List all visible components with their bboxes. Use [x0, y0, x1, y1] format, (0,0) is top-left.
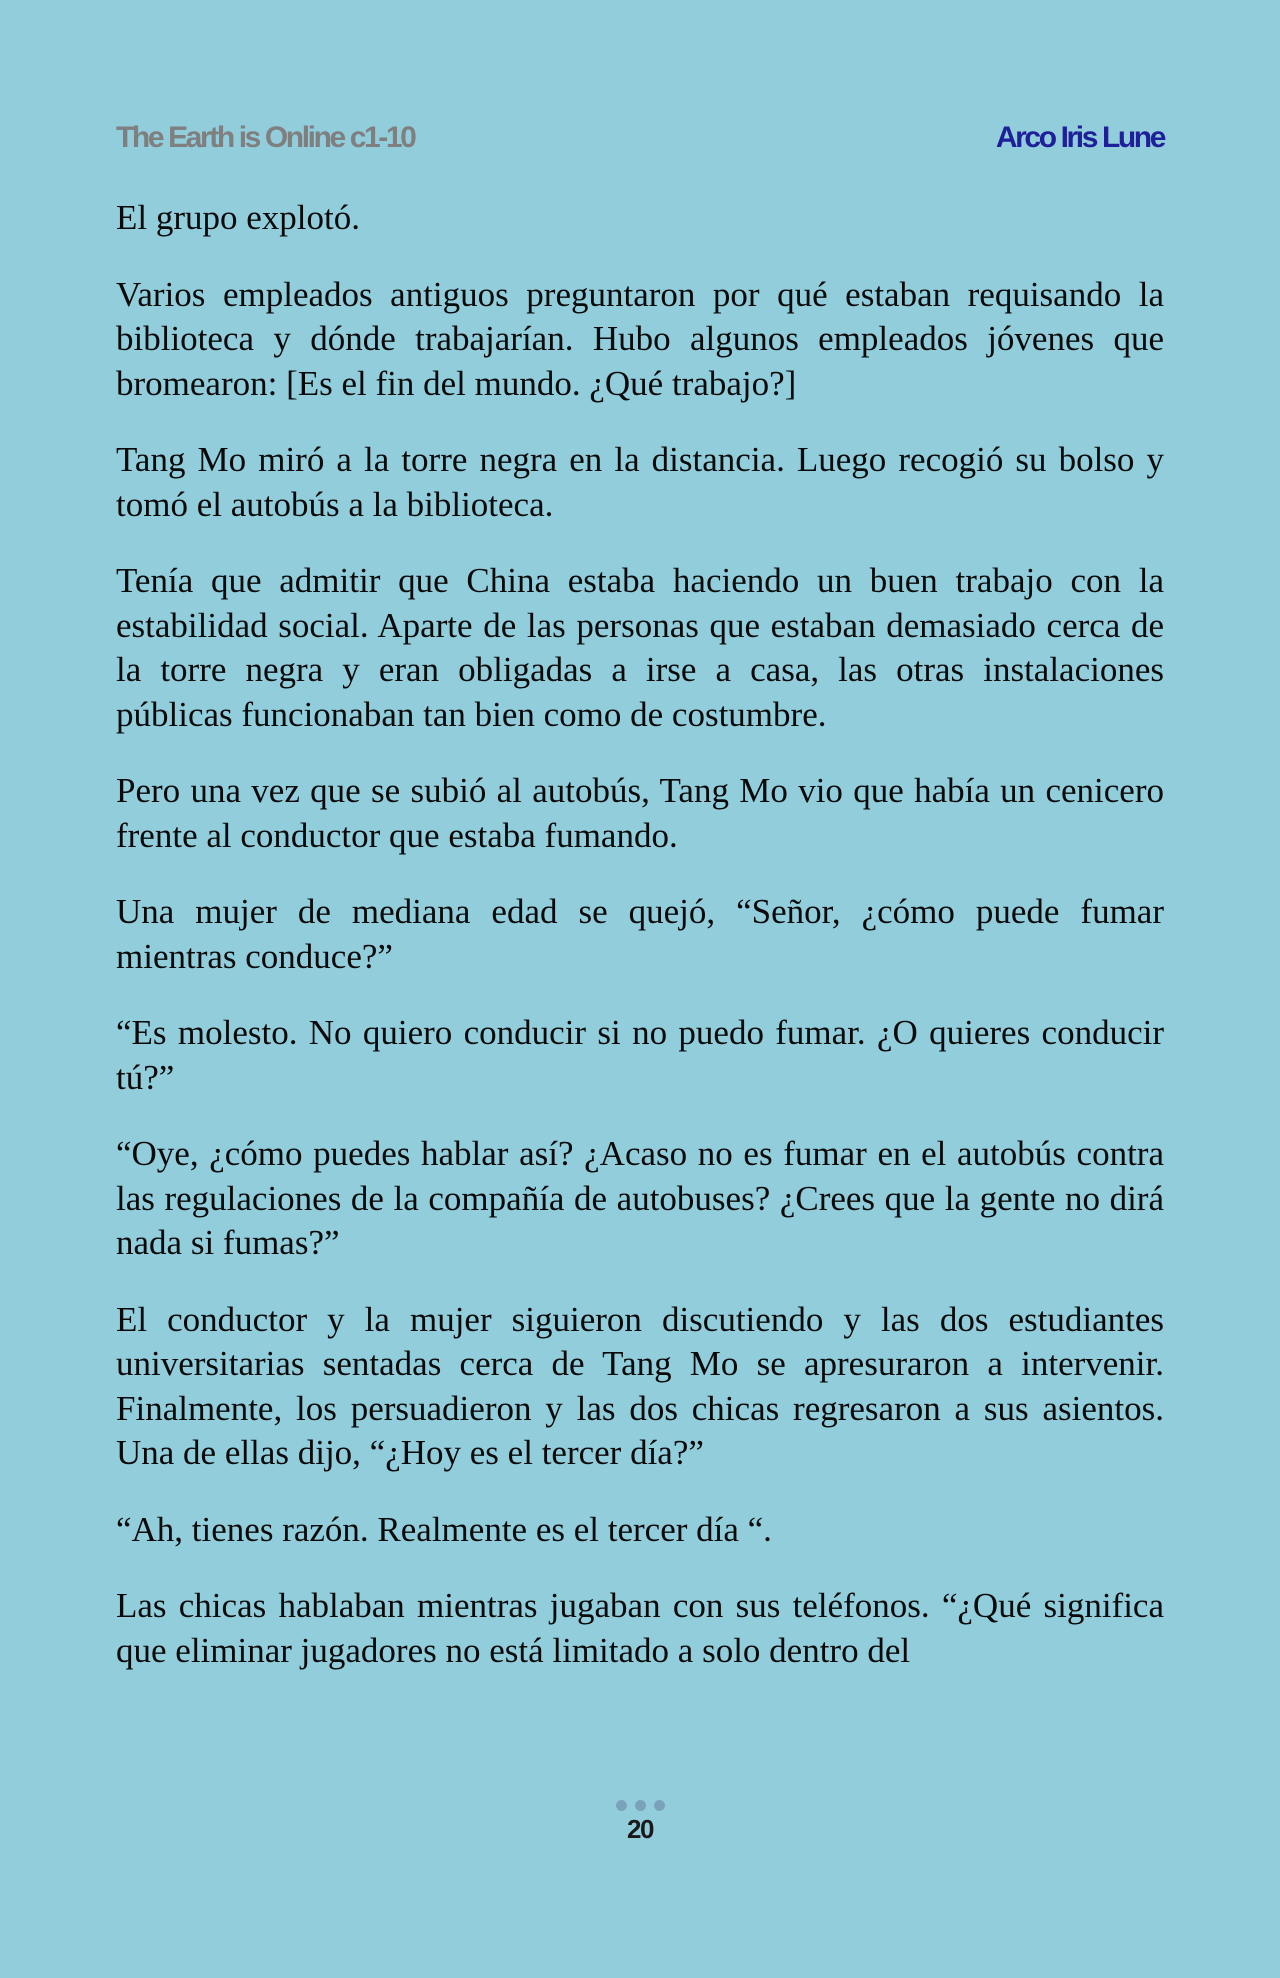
- paragraph-5: Pero una vez que se subió al autobús, Tang Mo vio que había un cenicero frente al conductor que estaba fumando.: [116, 771, 1164, 855]
- paragraph-6: Una mujer de mediana edad se quejó, “Señor, ¿cómo puede fumar mientras conduce?”: [116, 892, 1164, 976]
- dot-icon: [654, 1800, 665, 1811]
- paragraph-11: Las chicas hablaban mientras jugaban con sus teléfonos. “¿Qué significa que eliminar jugadores no está limitado a solo dentro del: [116, 1586, 1164, 1670]
- dot-icon: [635, 1800, 646, 1811]
- paragraph-7: “Es molesto. No quiero conducir si no puedo fumar. ¿O quieres conducir tú?”: [116, 1013, 1164, 1097]
- paragraph-10: “Ah, tienes razón. Realmente es el tercer día “.: [116, 1509, 772, 1549]
- page-number: 20: [627, 1814, 653, 1844]
- paragraph-3: Tang Mo miró a la torre negra en la distancia. Luego recogió su bolso y tomó el autobús a la biblioteca.: [116, 440, 1164, 524]
- page-header: [116, 118, 1164, 158]
- paragraph-8: “Oye, ¿cómo puedes hablar así? ¿Acaso no es fumar en el autobús contra las regulaciones de la compañía de autobuses? ¿Crees que la gente no dirá nada si fumas?”: [116, 1134, 1164, 1262]
- paragraph-4: Tenía que admitir que China estaba haciendo un buen trabajo con la estabilidad social. Aparte de las personas que estaban demasiado cerca de la torre negra y eran obligadas a irse a casa, las otras instalaciones públicas funcionaban tan bien como de costumbre.: [116, 561, 1164, 734]
- footer-dots-ornament: [0, 1800, 1280, 1812]
- page-body: [116, 196, 1164, 1673]
- paragraph-1: El grupo explotó.: [116, 198, 360, 237]
- book-title: The Earth is Online c1-10: [116, 121, 415, 154]
- translator-name: Arco Iris Lune: [995, 121, 1164, 154]
- paragraph-2: Varios empleados antiguos preguntaron por qué estaban requisando la biblioteca y dónde trabajarían. Hubo algunos empleados jóvenes que bromearon: [Es el fin del mundo. ¿Qué trabajo?]: [116, 274, 1164, 403]
- dot-icon: [616, 1800, 627, 1811]
- page-footer: [0, 1800, 1280, 1844]
- paragraph-9: El conductor y la mujer siguieron discutiendo y las dos estudiantes universitarias sentadas cerca de Tang Mo se apresuraron a intervenir. Finalmente, los persuadieron y las dos chicas regresaron a sus asientos. Una de ellas dijo, “¿Hoy es el tercer día?”: [116, 1299, 1164, 1472]
